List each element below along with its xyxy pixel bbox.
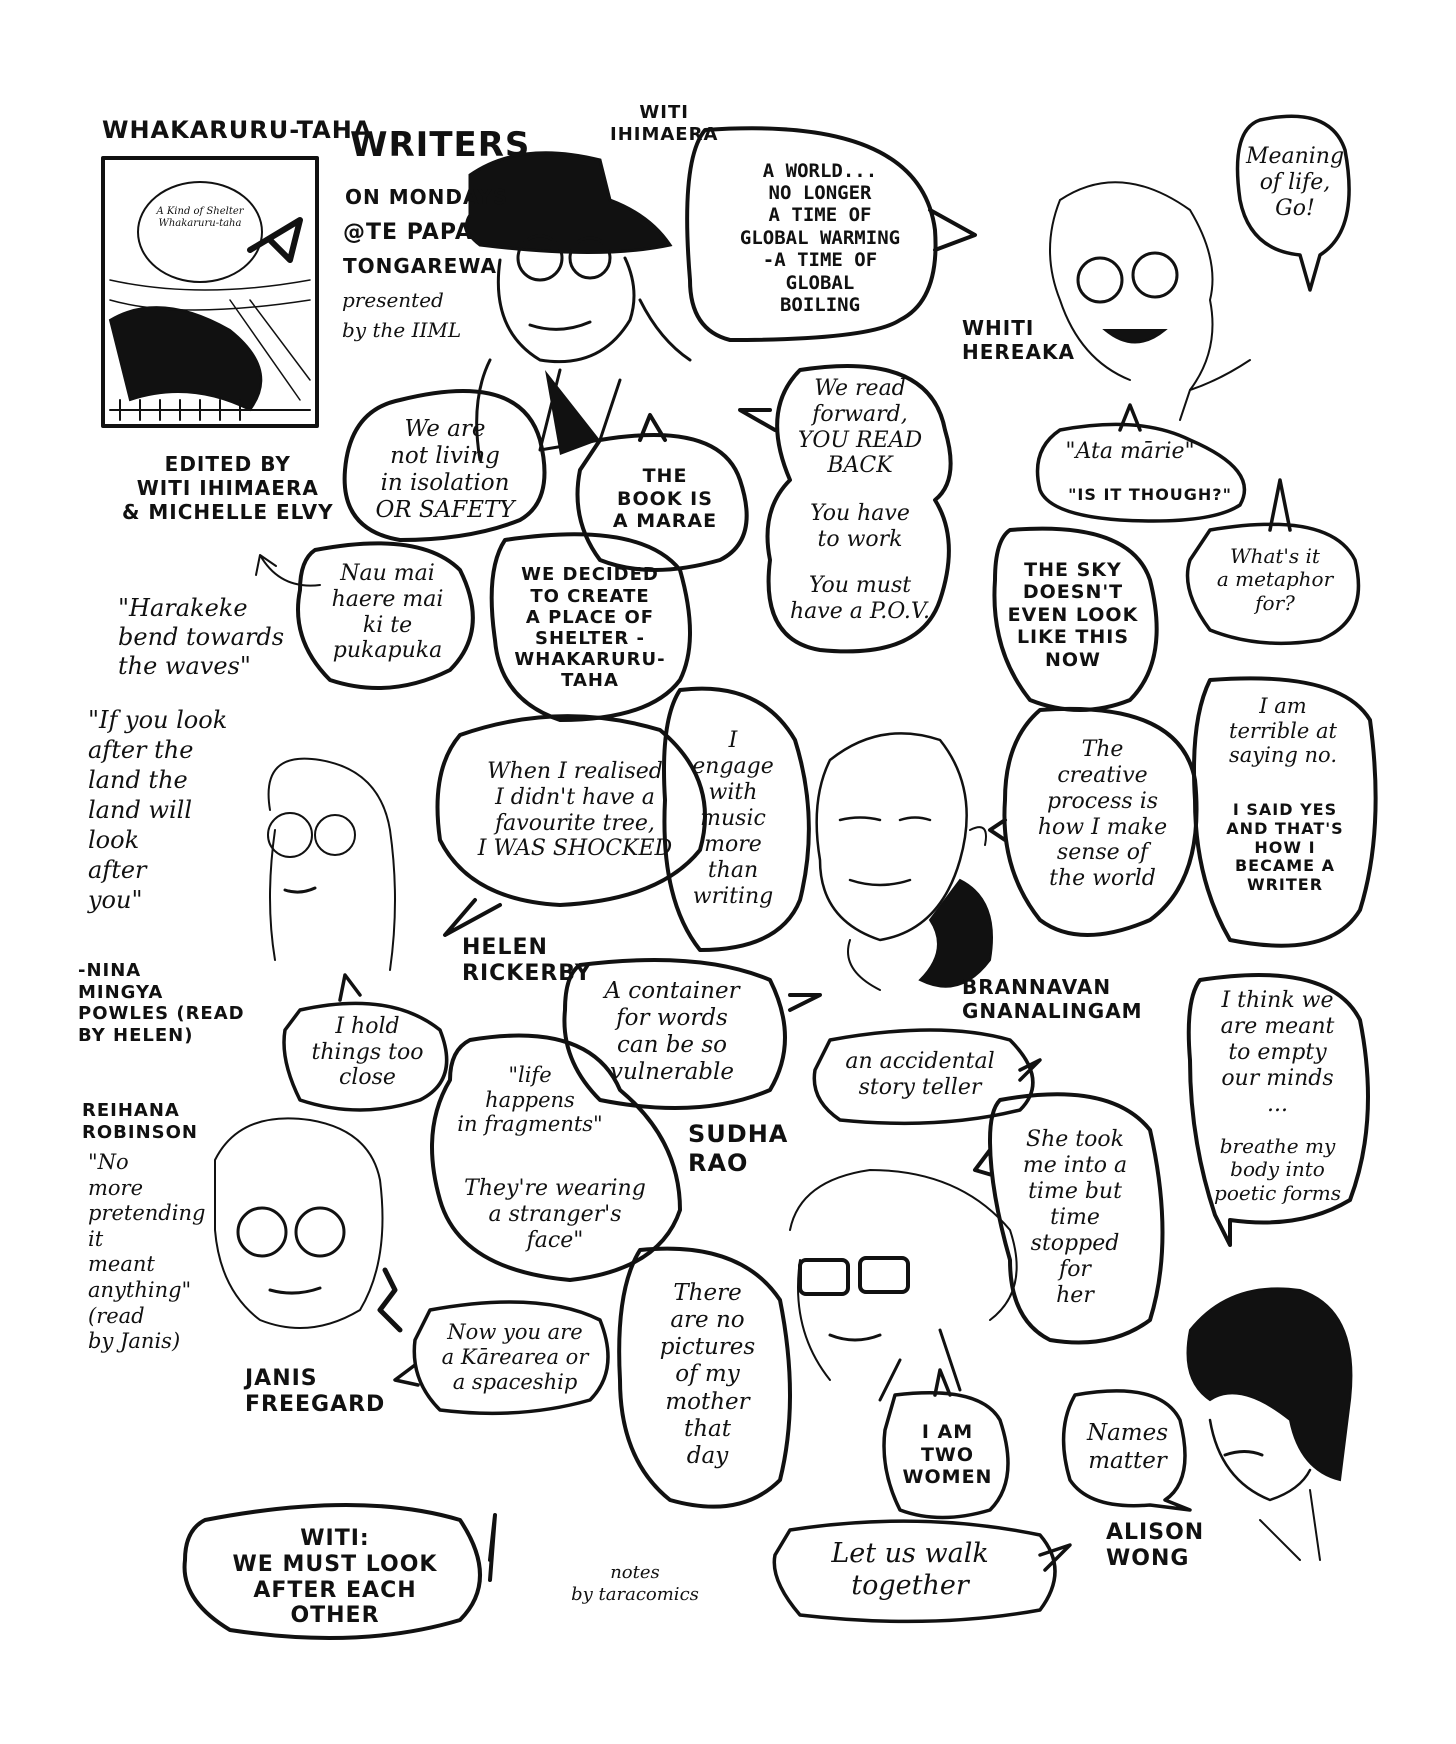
event-subtitle: ON MONDAYS — [345, 185, 509, 209]
speaker-name-reihana: REIHANA ROBINSON — [82, 1100, 198, 1143]
event-presenter-1: presented — [342, 288, 444, 312]
event-presenter-2: by the IIML — [342, 318, 462, 342]
speaker-name-janis: JANIS FREEGARD — [245, 1366, 386, 1418]
quote-marae: THE BOOK IS A MARAE — [612, 465, 718, 533]
quote-creative: The creative process is how I make sense of the world — [1037, 736, 1168, 892]
book-cover — [103, 158, 317, 426]
quote-pretending: "No more pretending it meant anything" (read by Janis) — [88, 1150, 206, 1354]
event-venue-1: @TE PAPA — [343, 220, 473, 245]
quote-metaphor: What's it a metaphor for? — [1216, 543, 1334, 615]
quote-fragments: "life happens in fragments" — [457, 1062, 603, 1137]
helen-portrait — [268, 759, 395, 970]
quote-harakeke: "Harakeke bend towards the waves" — [118, 594, 285, 680]
alison-portrait — [1188, 1288, 1352, 1560]
book-cover-text: A Kind of Shelter Whakaruru-taha — [156, 206, 244, 229]
quote-terrible: I am terrible at saying no. — [1229, 693, 1337, 768]
quote-pictures: There are no pictures of my mother that day — [659, 1280, 756, 1469]
quote-music: I engage with music more than writing — [692, 728, 774, 909]
speaker-name-whiti: WHITI HEREAKA — [962, 316, 1075, 364]
event-title: WRITERS — [350, 125, 531, 165]
speaker-name-alison: ALISON WONG — [1106, 1520, 1205, 1572]
quote-look-after-each-other: WITI: WE MUST LOOK AFTER EACH OTHER — [232, 1525, 438, 1629]
quote-world: A WORLD... NO LONGER A TIME OF GLOBAL WARMING -A TIME OF GLOBAL BOILING — [739, 159, 901, 317]
brannavan-portrait — [817, 733, 992, 990]
quote-nau-mai: Nau mai haere mai ki te pukapuka — [331, 560, 444, 664]
quote-time-stopped: She took me into a time but time stopped for her — [1022, 1127, 1128, 1308]
quote-hold: I hold things too close — [311, 1013, 424, 1091]
quote-empty-minds: I think we are meant to empty our minds ... — [1220, 988, 1335, 1117]
quote-said-yes: I SAID YES AND THAT'S HOW I BECAME A WRITER — [1226, 799, 1344, 895]
quote-accidental: an accidental story teller — [845, 1049, 995, 1100]
quote-isolation: We are not living in isolation OR SAFETY — [375, 415, 515, 524]
quote-breathe: breathe my body into poetic forms — [1214, 1133, 1341, 1205]
quote-two-women: I AM TWO WOMEN — [902, 1421, 993, 1489]
quote-container: A container for words can be so vulnerable — [604, 977, 740, 1086]
book-title: WHAKARURU-TAHA — [102, 116, 373, 144]
quote-pov: You must have a P.O.V. — [790, 573, 930, 624]
janis-portrait — [215, 1118, 400, 1330]
quote-karearea: Now you are a Kārearea or a spaceship — [441, 1320, 589, 1394]
credit-nina: -NINA MINGYA POWLES (READ BY HELEN) — [78, 960, 245, 1046]
quote-land: "If you look after the land the land will look after you" — [88, 706, 228, 914]
quote-names-matter: Names matter — [1086, 1420, 1169, 1474]
quote-read-forward: We read forward, YOU READ BACK — [797, 375, 923, 479]
sudha-portrait — [790, 1170, 1017, 1400]
speaker-name-brannavan: BRANNAVAN GNANALINGAM — [962, 975, 1143, 1023]
quote-strangers-face: They're wearing a stranger's face" — [464, 1176, 646, 1253]
quote-meaning-of-life: Meaning of life, Go! — [1245, 144, 1345, 221]
quote-have-to-work: You have to work — [810, 501, 910, 552]
quote-walk-together: Let us walk together — [831, 1538, 989, 1601]
quote-we-decided: WE DECIDED TO CREATE A PLACE OF SHELTER - WHAKARURU- TAHA — [514, 564, 666, 692]
quote-sky: THE SKY DOESN'T EVEN LOOK LIKE THIS NOW — [1007, 558, 1139, 671]
speaker-name-witi: WITI IHIMAERA — [610, 102, 719, 145]
speaker-name-helen: HELEN RICKERBY — [462, 935, 592, 987]
edited-by: EDITED BY WITI IHIMAERA & MICHELLE ELVY — [122, 452, 334, 524]
artist-credit: notes by taracomics — [571, 1562, 699, 1605]
quote-ata-marie: "Ata mārie" — [1065, 439, 1195, 465]
speaker-name-sudha: SUDHA RAO — [688, 1120, 789, 1177]
quote-tree: When I realised I didn't have a favourite tree, I WAS SHOCKED — [477, 758, 673, 862]
whiti-portrait — [1050, 182, 1250, 420]
event-venue-2: TONGAREWA — [343, 254, 497, 278]
quote-is-it-though: "IS IT THOUGH?" — [1068, 484, 1232, 504]
